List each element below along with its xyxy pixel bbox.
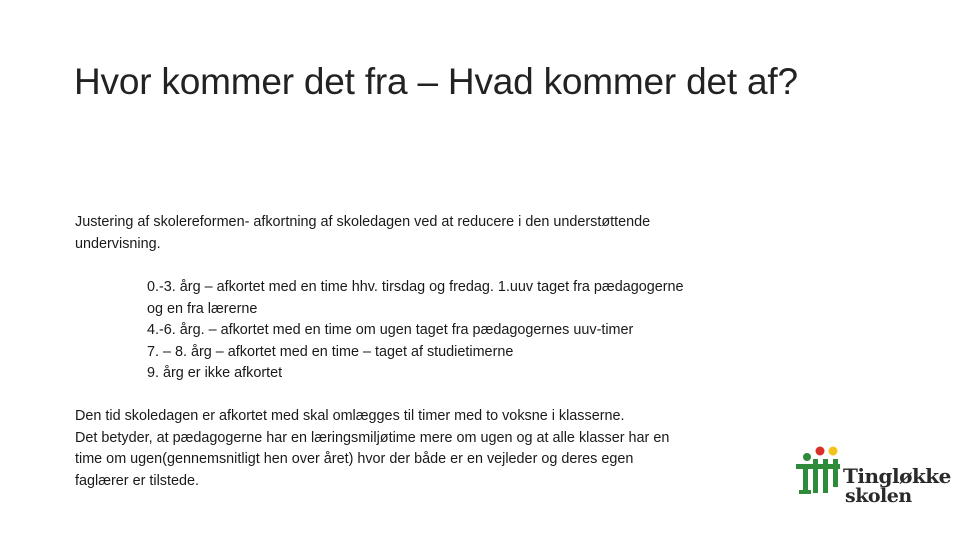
grade-list-item: 0.-3. årg – afkortet med en time hhv. tirsdag og fredag. 1.uuv taget fra pædagogerne	[147, 279, 684, 295]
logo-foot	[799, 490, 811, 494]
grade-list-item: 7. – 8. årg – afkortet med en time – taget af studietimerne	[147, 343, 514, 360]
logo-head-yellow	[829, 447, 838, 456]
grade-list-item: og en fra lærerne	[147, 300, 258, 317]
logo-head-red	[816, 447, 825, 456]
logo-head-green	[803, 453, 811, 461]
logo-body	[833, 459, 838, 487]
closing-paragraph	[75, 406, 775, 492]
slide-title: Hvor kommer det fra – Hvad kommer det af?	[74, 61, 798, 102]
grade-list-item: 4.-6. årg. – afkortet med en time om ugen taget fra pædagogernes uuv-timer	[147, 322, 634, 338]
closing-line: faglærer er tilstede.	[75, 472, 199, 489]
logo-wordmark-line1: Tingløkke	[843, 464, 951, 488]
intro-line: Justering af skolereformen- afkortning af skoledagen ved at reducere i den understøttende	[75, 214, 651, 230]
grade-list-item: 9. årg er ikke afkortet	[147, 365, 283, 381]
logo-body	[813, 459, 818, 493]
logo-figures-icon	[793, 443, 849, 499]
logo-body	[823, 459, 828, 493]
school-logo	[793, 443, 951, 511]
logo-wordmark-line2: skolen	[845, 485, 912, 507]
intro-line: undervisning.	[75, 235, 161, 252]
grade-list	[147, 277, 787, 385]
closing-line: Det betyder, at pædagogerne har en læringsmiljøtime mere om ugen og at alle klasser har en	[75, 429, 670, 446]
intro-paragraph	[75, 212, 775, 255]
logo-body	[803, 469, 808, 493]
closing-line: Den tid skoledagen er afkortet med skal omlægges til timer med to voksne i klasserne.	[75, 408, 625, 424]
closing-line: time om ugen(gennemsnitligt hen over året) hvor der både er en vejleder og deres egen	[75, 451, 634, 467]
